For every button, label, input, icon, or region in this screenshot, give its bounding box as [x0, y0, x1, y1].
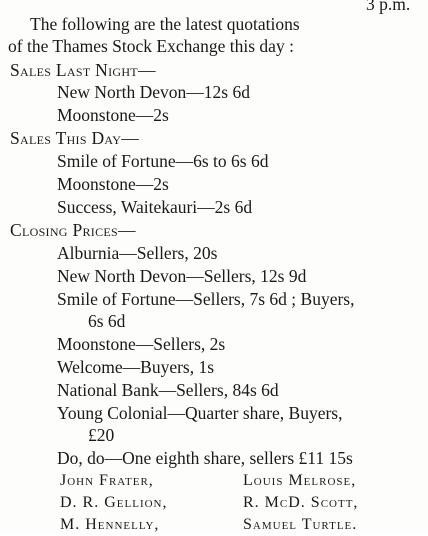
- entry-smile-of-fortune: Smile of Fortune—6s to 6s 6d: [57, 151, 269, 171]
- signatory: Samuel Turtle.: [243, 516, 358, 533]
- entry-new-north-devon: New North Devon—12s 6d: [57, 82, 250, 102]
- time-stamp: 3 p.m.: [366, 0, 411, 14]
- entry-moonstone: Moonstone—Sellers, 2s: [57, 334, 226, 354]
- entry-moonstone: Moonstone—2s: [57, 174, 169, 194]
- entry-moonstone: Moonstone—2s: [57, 105, 169, 125]
- entry-new-north-devon: New North Devon—Sellers, 12s 9d: [57, 266, 307, 286]
- intro-line-2: of the Thames Stock Exchange this day :: [8, 36, 294, 56]
- section-heading-closing-prices: Closing Prices—: [10, 220, 136, 240]
- signatory: M. Hennelly,: [60, 516, 160, 533]
- section-heading-sales-last-night: Sales Last Night—: [10, 60, 156, 80]
- entry-welcome: Welcome—Buyers, 1s: [57, 357, 215, 377]
- entry-smile-of-fortune: Smile of Fortune—Sellers, 7s 6d ; Buyers,: [57, 289, 355, 309]
- entry-young-colonial: Young Colonial—Quarter share, Buyers,: [57, 403, 343, 423]
- entry-continuation: 6s 6d: [88, 311, 126, 331]
- entry-national-bank: National Bank—Sellers, 84s 6d: [57, 380, 279, 400]
- signatory: D. R. Gellion,: [60, 494, 168, 511]
- signatory: Louis Melrose,: [243, 472, 357, 489]
- intro-line-1: The following are the latest quotations: [30, 14, 300, 34]
- signatory: John Frater,: [60, 472, 154, 489]
- signatory: R. McD. Scott,: [243, 494, 359, 511]
- entry-continuation: £20: [88, 425, 115, 445]
- section-heading-sales-this-day: Sales This Day—: [10, 128, 140, 148]
- entry-do-do: Do, do—One eighth share, sellers £11 15s: [57, 448, 353, 468]
- entry-alburnia: Alburnia—Sellers, 20s: [57, 243, 218, 263]
- entry-success-waitekauri: Success, Waitekauri—2s 6d: [57, 197, 253, 217]
